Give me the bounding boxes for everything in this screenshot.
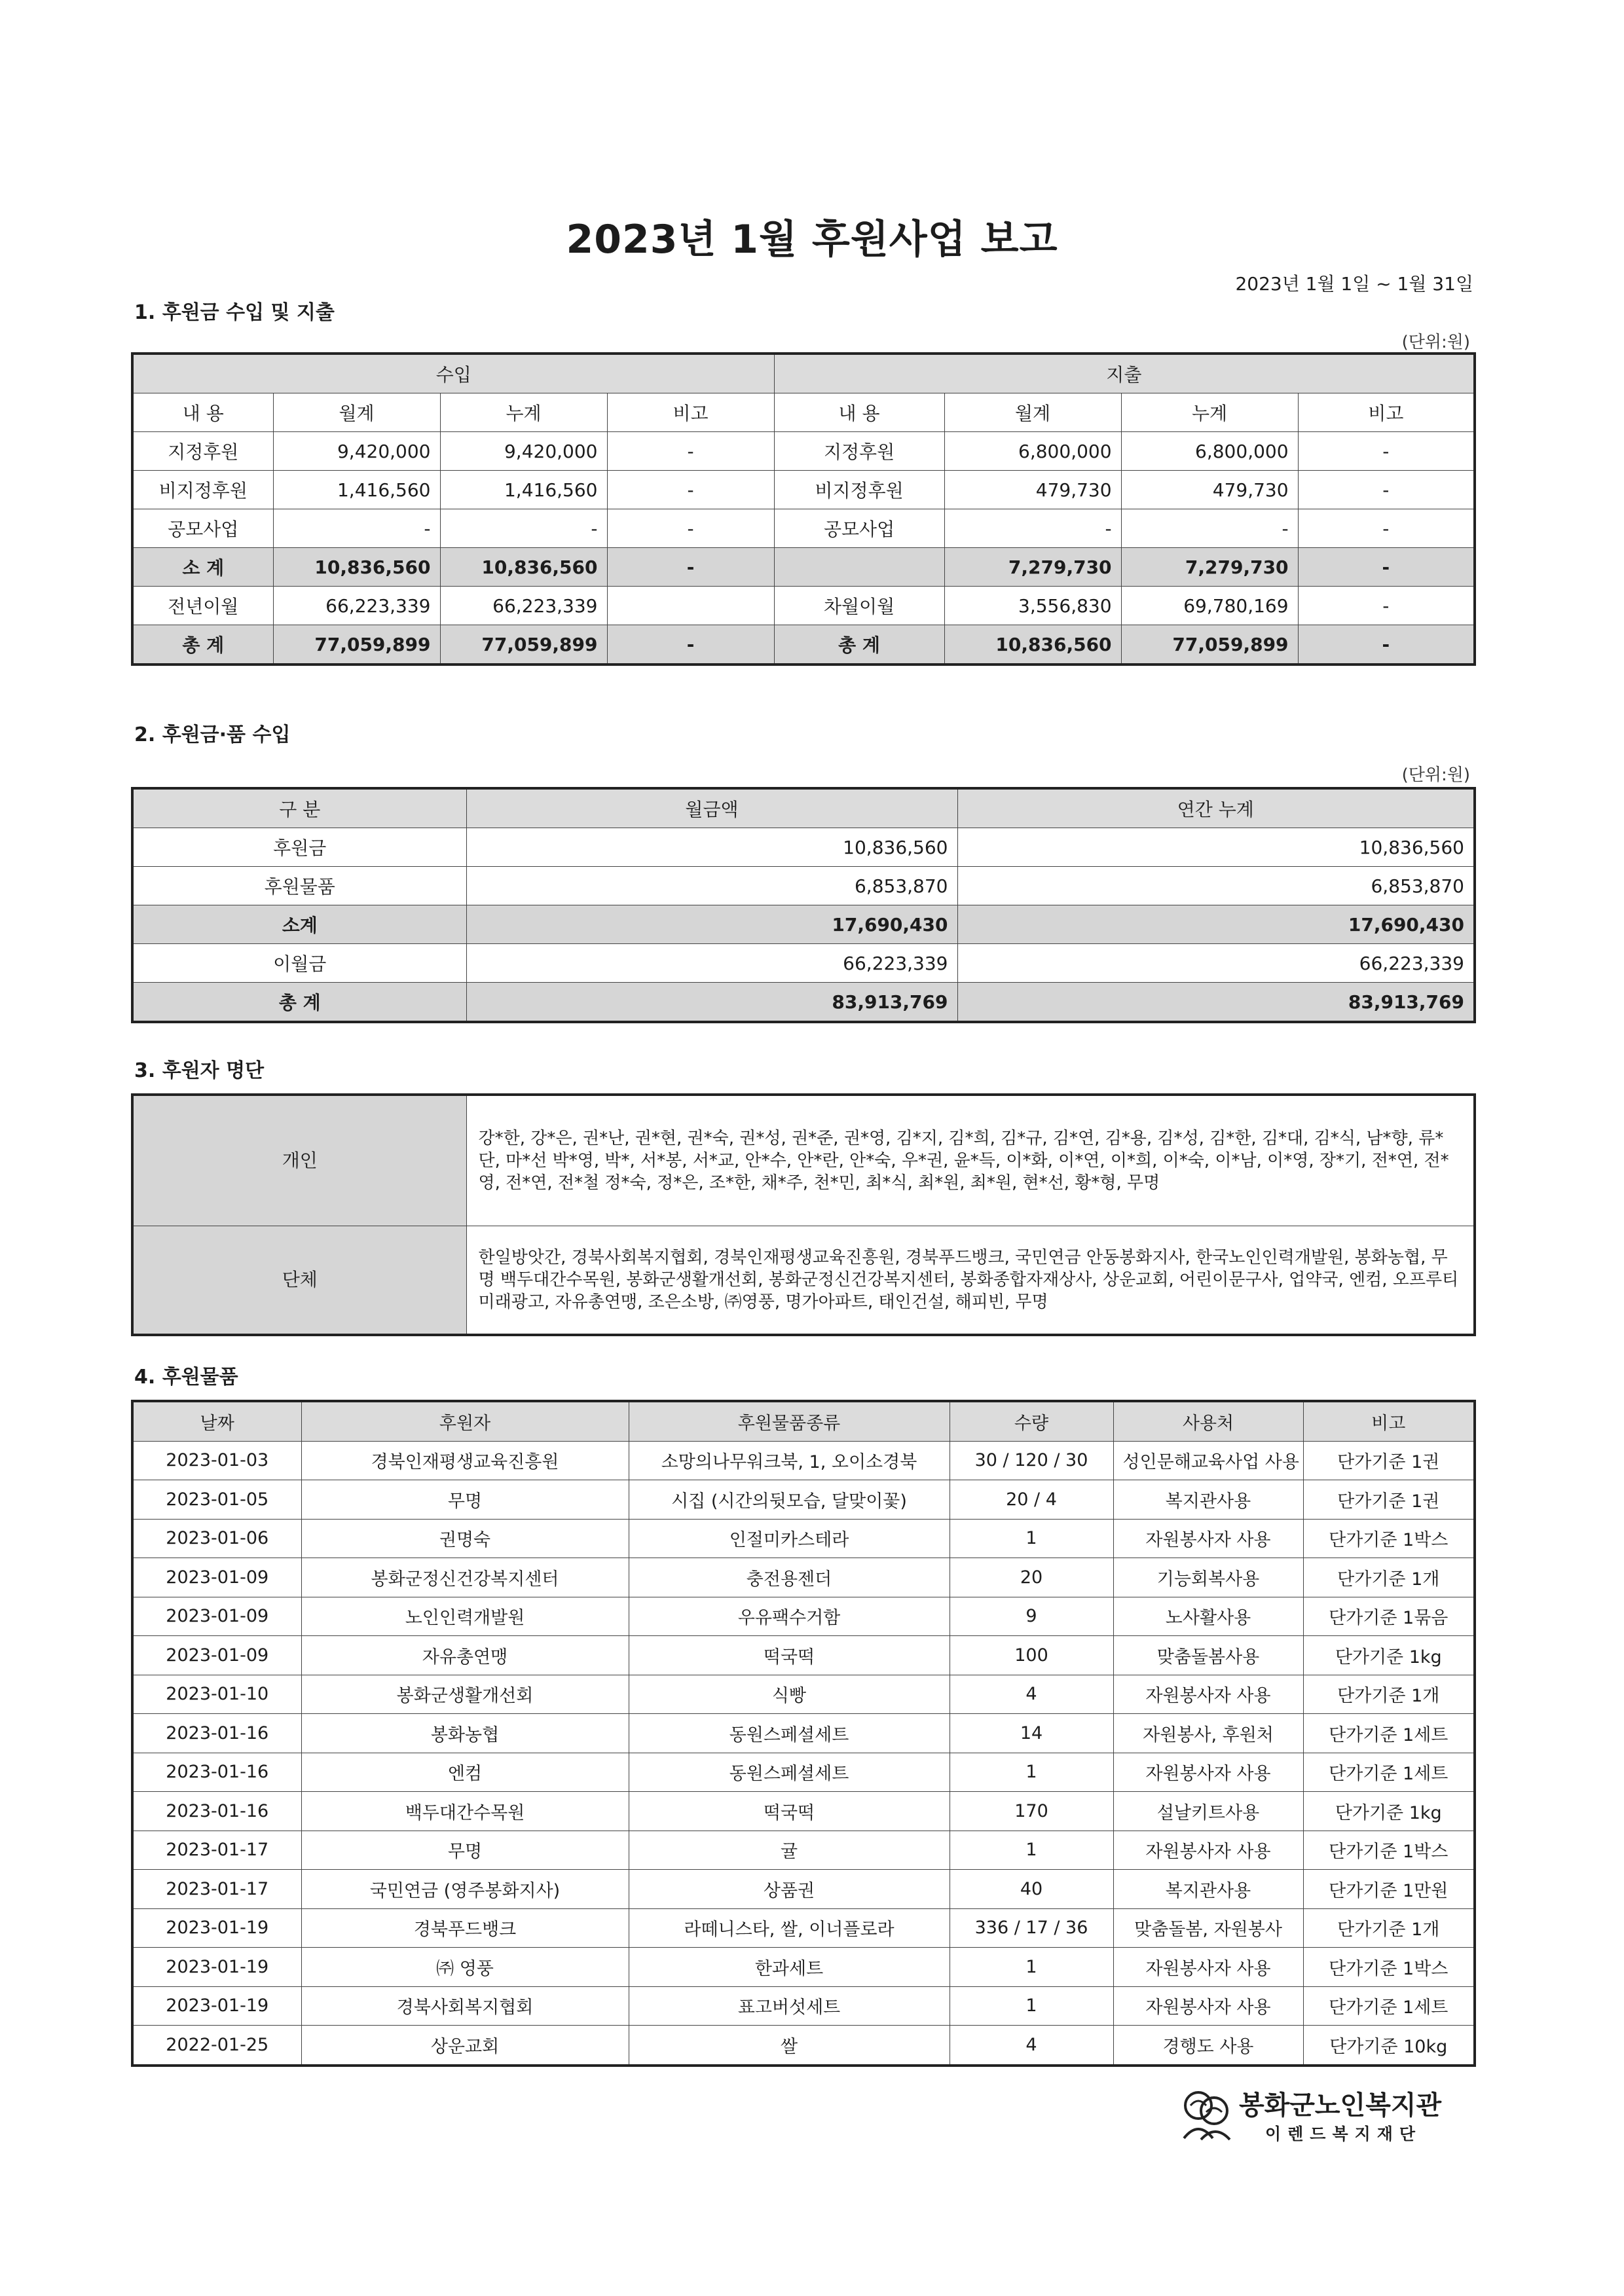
table-cell: 단가기준 1박스 [1303,1831,1475,1870]
table-cell: 1,416,560 [440,471,607,509]
table-row [132,548,1475,587]
table-cell: 77,059,899 [273,625,440,665]
table-cell: 설날키트사용 [1113,1792,1303,1831]
table-row [132,1831,1475,1870]
table-cell: 단가기준 1kg [1303,1636,1475,1675]
table-cell: 단가기준 1권 [1303,1480,1475,1520]
table-cell: 시집 (시간의뒷모습, 달맞이꽃) [629,1480,950,1520]
table-cell: 자유총연맹 [301,1636,629,1675]
table-cell: 1 [950,1519,1113,1558]
column-header: 월계 [944,393,1121,432]
table-cell: 83,913,769 [957,983,1475,1023]
table-cell: 충전용젠더 [629,1558,950,1597]
table-cell: 단가기준 1만원 [1303,1870,1475,1909]
table-cell: 자원봉사자 사용 [1113,1986,1303,2026]
table-cell: 66,223,339 [466,944,957,983]
table-cell: 2023-01-19 [132,1986,301,2026]
income-expense-table [131,352,1476,666]
table-cell: 권명숙 [301,1519,629,1558]
table-cell: 7,279,730 [944,548,1121,587]
table-cell: 3,556,830 [944,587,1121,625]
table-row [132,1714,1475,1753]
table-cell: 2023-01-06 [132,1519,301,1558]
column-header: 비고 [1303,1401,1475,1441]
table-cell: 봉화군정신건강복지센터 [301,1558,629,1597]
table-cell: - [607,625,774,665]
table-cell: 경북사회복지협회 [301,1986,629,2026]
table-cell: 단가기준 1묶음 [1303,1597,1475,1636]
table-row [132,509,1475,548]
table-cell: 성인문해교육사업 사용 [1113,1441,1303,1480]
table-cell: 비지정후원 [132,471,273,509]
table-cell: - [1298,587,1475,625]
table-cell: 인절미카스테라 [629,1519,950,1558]
table-cell: 2023-01-09 [132,1558,301,1597]
table-cell: 10,836,560 [273,548,440,587]
table-cell: 상운교회 [301,2026,629,2066]
table-cell: 소계 [132,905,466,944]
table-cell [607,587,774,625]
table-cell: 7,279,730 [1121,548,1298,587]
table-header-row [132,1401,1475,1441]
table-cell: 2023-01-17 [132,1831,301,1870]
table-cell: - [1121,509,1298,548]
table-cell: 자원봉사자 사용 [1113,1675,1303,1714]
table-row [132,471,1475,509]
table-cell: 9 [950,1597,1113,1636]
table-cell: 10,836,560 [957,828,1475,867]
table-cell: 1 [950,1753,1113,1792]
table-cell: 2023-01-05 [132,1480,301,1520]
table-cell: 동원스페셜세트 [629,1753,950,1792]
table-cell: 77,059,899 [440,625,607,665]
table-row [132,625,1475,665]
table-cell: 동원스페셜세트 [629,1714,950,1753]
table-cell: 차월이월 [774,587,944,625]
donation-income-table [131,787,1476,1023]
table-row [132,1908,1475,1948]
table-row [132,1441,1475,1480]
table-cell: 한과세트 [629,1948,950,1987]
table-cell: - [607,471,774,509]
table-cell: - [607,509,774,548]
table-row [132,944,1475,983]
column-header: 수량 [950,1401,1113,1441]
column-header: 누계 [1121,393,1298,432]
table-cell: 노사활사용 [1113,1597,1303,1636]
table-cell: 총 계 [132,625,273,665]
column-header: 구 분 [132,788,466,828]
report-period: 2023년 1월 1일 ~ 1월 31일 [1235,273,1473,295]
table-cell: - [1298,548,1475,587]
table-cell: 2023-01-09 [132,1597,301,1636]
table-cell: - [944,509,1121,548]
organization-logo [1179,2082,1480,2147]
table-cell: - [607,432,774,471]
table-cell: 자원봉사자 사용 [1113,1753,1303,1792]
table-cell: 2023-01-16 [132,1714,301,1753]
table-cell: 단가기준 1세트 [1303,1753,1475,1792]
table-row [132,867,1475,905]
table-row [132,2026,1475,2066]
table-cell: 2023-01-16 [132,1753,301,1792]
donated-goods-table [131,1400,1476,2067]
table-cell: 비지정후원 [774,471,944,509]
table-cell: 6,853,870 [957,867,1475,905]
section2-heading: 2. 후원금·품 수입 [134,723,291,746]
group-donors: 한일방앗간, 경북사회복지협회, 경북인재평생교육진흥원, 경북푸드뱅크, 국민연금 안동봉화지사, 한국노인인력개발원, 봉화농협, 무명 백두대간수목원, 봉화군생활개선회, 봉화군정신건강복지센터, 봉화종합자재상사, 상운교회, 어린이문구사, 업약국, 엔컴, 오프루티 미래광고, 자유총연맹, 조은소방, ㈜영풍, 명가아파트, 태인건설, 해피빈, 무명 [466,1226,1475,1335]
table-header-row [132,788,1475,828]
table-cell: 1 [950,1831,1113,1870]
table-cell: 479,730 [1121,471,1298,509]
column-header: 누계 [440,393,607,432]
table-cell: 40 [950,1870,1113,1909]
table-cell: 1 [950,1986,1113,2026]
table-cell: - [273,509,440,548]
table-row [132,905,1475,944]
table-cell: 지정후원 [774,432,944,471]
table-cell: 총 계 [774,625,944,665]
table-cell: 떡국떡 [629,1792,950,1831]
table-cell: 라떼니스타, 쌀, 이너플로라 [629,1908,950,1948]
column-header: 날짜 [132,1401,301,1441]
table-cell: 2022-01-25 [132,2026,301,2066]
column-header: 월계 [273,393,440,432]
table-cell: 100 [950,1636,1113,1675]
table-cell: 2023-01-19 [132,1948,301,1987]
logo-main-text: 봉화군노인복지관 [1239,2090,1442,2121]
table-cell: 무명 [301,1831,629,1870]
table-cell: - [1298,471,1475,509]
table-cell: 30 / 120 / 30 [950,1441,1113,1480]
table-row [132,1986,1475,2026]
table-cell: 14 [950,1714,1113,1753]
table-cell: 170 [950,1792,1113,1831]
column-header: 후원자 [301,1401,629,1441]
table-cell: 자원봉사자 사용 [1113,1948,1303,1987]
table-cell: - [1298,625,1475,665]
table-cell: 4 [950,1675,1113,1714]
table-cell: 복지관사용 [1113,1870,1303,1909]
table-cell: 단가기준 1개 [1303,1558,1475,1597]
section3-heading: 3. 후원자 명단 [134,1059,265,1082]
table-row [132,1480,1475,1520]
table-cell: 66,223,339 [957,944,1475,983]
table-cell: 단가기준 1kg [1303,1792,1475,1831]
table-cell: 봉화군생활개선회 [301,1675,629,1714]
table-cell: 77,059,899 [1121,625,1298,665]
table-cell: 17,690,430 [466,905,957,944]
table-cell: 공모사업 [132,509,273,548]
table-row [132,587,1475,625]
table-cell: 경북인재평생교육진흥원 [301,1441,629,1480]
table-cell: 봉화농협 [301,1714,629,1753]
table-cell: 479,730 [944,471,1121,509]
section1-unit: (단위:원) [1401,333,1470,352]
individual-label: 개인 [132,1095,466,1226]
column-header: 사용처 [1113,1401,1303,1441]
column-header: 비고 [1298,393,1475,432]
donor-list-table [131,1093,1476,1336]
table-cell: 이월금 [132,944,466,983]
table-row [132,1675,1475,1714]
table-cell: 4 [950,2026,1113,2066]
column-header: 내 용 [132,393,273,432]
table-cell: 경행도 사용 [1113,2026,1303,2066]
table-header-row [132,393,1475,432]
table-cell: 엔컴 [301,1753,629,1792]
table-cell: 20 [950,1558,1113,1597]
table-cell: 소망의나무워크북, 1, 오이소경북 [629,1441,950,1480]
table-cell: 후원금 [132,828,466,867]
table-cell: 단가기준 1박스 [1303,1519,1475,1558]
logo-sub-text: 이렌드복지재단 [1265,2124,1422,2143]
table-row [132,1636,1475,1675]
table-row [132,1558,1475,1597]
table-row [132,1948,1475,1987]
column-header: 비고 [607,393,774,432]
table-cell: 단가기준 1개 [1303,1908,1475,1948]
table-cell: 단가기준 1박스 [1303,1948,1475,1987]
table-row [132,1870,1475,1909]
table-cell: 10,836,560 [440,548,607,587]
table-cell: 단가기준 1세트 [1303,1714,1475,1753]
table-cell: - [440,509,607,548]
table-cell: 9,420,000 [440,432,607,471]
table-cell: - [1298,509,1475,548]
table-cell: - [607,548,774,587]
table-cell: 총 계 [132,983,466,1023]
column-header: 내 용 [774,393,944,432]
table-cell: 2023-01-03 [132,1441,301,1480]
table-cell: 귤 [629,1831,950,1870]
table-cell: 2023-01-19 [132,1908,301,1948]
table-cell: 9,420,000 [273,432,440,471]
column-header: 월금액 [466,788,957,828]
table-cell: 자원봉사, 후원처 [1113,1714,1303,1753]
table-cell: ㈜ 영풍 [301,1948,629,1987]
table-cell: 단가기준 1권 [1303,1441,1475,1480]
section1-heading: 1. 후원금 수입 및 지출 [134,301,335,324]
table-cell: 6,800,000 [944,432,1121,471]
table-cell: 17,690,430 [957,905,1475,944]
table-cell: 1 [950,1948,1113,1987]
table-row [132,1597,1475,1636]
table-cell: - [1298,432,1475,471]
table-cell: 69,780,169 [1121,587,1298,625]
table-cell: 66,223,339 [273,587,440,625]
table-cell: 맞춤돌봄사용 [1113,1636,1303,1675]
table-row [132,1519,1475,1558]
table-cell: 10,836,560 [944,625,1121,665]
table-cell: 자원봉사자 사용 [1113,1831,1303,1870]
table-row [132,1753,1475,1792]
table-cell: 기능회복사용 [1113,1558,1303,1597]
page-title: 2023년 1월 후원사업 보고 [566,217,1058,263]
table-cell: 노인인력개발원 [301,1597,629,1636]
table-cell: 2023-01-09 [132,1636,301,1675]
table-cell: 단가기준 10kg [1303,2026,1475,2066]
table-cell: 2023-01-17 [132,1870,301,1909]
table-cell: 상품권 [629,1870,950,1909]
table-cell: 83,913,769 [466,983,957,1023]
table-cell: 표고버섯세트 [629,1986,950,2026]
column-header: 후원물품종류 [629,1401,950,1441]
table-cell: 후원물품 [132,867,466,905]
section4-heading: 4. 후원물품 [134,1366,238,1389]
table-cell: 우유팩수거함 [629,1597,950,1636]
table-cell: 백두대간수목원 [301,1792,629,1831]
table-cell: 복지관사용 [1113,1480,1303,1520]
table-cell: 66,223,339 [440,587,607,625]
table-cell: 국민연금 (영주봉화지사) [301,1870,629,1909]
table-cell: 2023-01-16 [132,1792,301,1831]
table-row [132,432,1475,471]
table-cell: 10,836,560 [466,828,957,867]
table-cell [774,548,944,587]
table-cell: 단가기준 1세트 [1303,1986,1475,2026]
section2-unit: (단위:원) [1401,765,1470,785]
individual-donors: 강*한, 강*은, 권*난, 권*현, 권*숙, 권*성, 권*준, 권*영, 김*지, 김*희, 김*규, 김*연, 김*용, 김*성, 김*한, 김*대, 김*식, 남*향, 류*단, 마*선 박*영, 박*, 서*봉, 서*교, 안*수, 안*란, 안*숙, 우*권, 윤*득, 이*화, 이*연, 이*희, 이*숙, 이*남, 이*영, 장*기, 전*연, 전*영, 전*연, 전*철 정*숙, 정*은, 조*한, 채*주, 천*민, 최*식, 최*원, 최*원, 현*선, 황*형, 무명 [466,1095,1475,1226]
expense-header: 지출 [774,354,1475,393]
group-label: 단체 [132,1226,466,1335]
elderly-couple-icon [1179,2086,1234,2141]
table-cell: 지정후원 [132,432,273,471]
column-header: 연간 누계 [957,788,1475,828]
income-header: 수입 [132,354,774,393]
table-row [132,1792,1475,1831]
table-cell: 단가기준 1개 [1303,1675,1475,1714]
table-cell: 6,800,000 [1121,432,1298,471]
table-cell: 식빵 [629,1675,950,1714]
table-cell: 경북푸드뱅크 [301,1908,629,1948]
table-cell: 자원봉사자 사용 [1113,1519,1303,1558]
table-cell: 쌀 [629,2026,950,2066]
table-cell: 1,416,560 [273,471,440,509]
table-cell: 전년이월 [132,587,273,625]
table-row [132,828,1475,867]
table-cell: 2023-01-10 [132,1675,301,1714]
table-cell: 맞춤돌봄, 자원봉사 [1113,1908,1303,1948]
table-cell: 336 / 17 / 36 [950,1908,1113,1948]
table-cell: 떡국떡 [629,1636,950,1675]
table-cell: 공모사업 [774,509,944,548]
table-row [132,983,1475,1023]
table-cell: 20 / 4 [950,1480,1113,1520]
table-cell: 6,853,870 [466,867,957,905]
table-cell: 소 계 [132,548,273,587]
table-cell: 무명 [301,1480,629,1520]
